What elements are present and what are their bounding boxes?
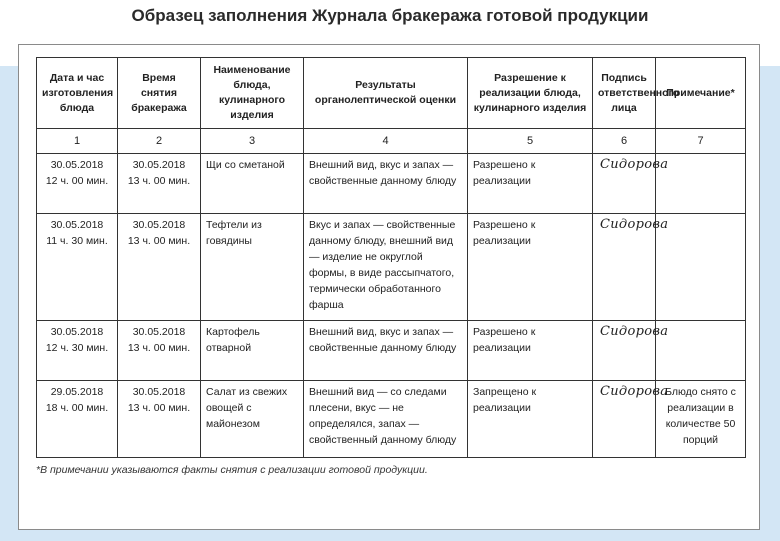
signature-cell [593,321,669,381]
dish-name-cell: Салат из свежих овощей с майонезом [201,381,304,458]
permission-cell: Запрещено к реализации [468,381,593,458]
header-cell: Время снятия бракеража [118,58,201,129]
signature: Сидорова [600,384,669,399]
dish-name-cell: Картофель отварной [201,321,304,381]
production-datetime-cell: 30.05.2018 11 ч. 30 мин. [37,214,118,321]
inspection-datetime-cell: 30.05.2018 13 ч. 00 мин. [118,381,201,458]
result-cell: Внешний вид, вкус и запах — свойственные данному блюду [304,321,468,381]
production-datetime-cell: 30.05.2018 12 ч. 30 мин. [37,321,118,381]
column-number-row [37,129,746,154]
column-number: 2 [118,129,201,154]
table-row [37,214,746,321]
note-cell: Блюдо снято с реализации в количестве 50 порций [656,381,746,458]
footnote: *В примечании указываются факты снятия с реализации готовой продукции. [36,464,428,476]
header-cell: Дата и час изготовления блюда [37,58,118,129]
note-cell [656,154,746,214]
dish-name-cell: Щи со сметаной [201,154,304,214]
permission-cell: Разрешено к реализации [468,214,593,321]
signature: Сидорова [600,324,669,339]
column-number: 7 [656,129,746,154]
inspection-datetime-cell: 30.05.2018 13 ч. 00 мин. [118,154,201,214]
production-datetime-cell: 30.05.2018 12 ч. 00 мин. [37,154,118,214]
rejection-journal-table [36,57,746,458]
production-datetime-cell: 29.05.2018 18 ч. 00 мин. [37,381,118,458]
header-cell: Примечание* [656,58,746,129]
header-cell: Наименование блюда, кулинарного изделия [201,58,304,129]
column-number: 6 [593,129,656,154]
permission-cell: Разрешено к реализации [468,154,593,214]
page-title: Образец заполнения Журнала бракеража готовой продукции [131,6,649,25]
signature-cell [593,381,669,458]
note-cell [656,321,746,381]
header-row [37,58,746,129]
inspection-datetime-cell: 30.05.2018 13 ч. 00 мин. [118,321,201,381]
table-row [37,321,746,381]
result-cell: Вкус и запах — свойственные данному блюду, внешний вид — изделие не округлой формы, в виде рассыпчатого, термически обработанного фарша [304,214,468,321]
column-number: 1 [37,129,118,154]
signature: Сидорова [600,157,669,172]
header-cell: Разрешение к реализации блюда, кулинарного изделия [468,58,593,129]
inspection-datetime-cell: 30.05.2018 13 ч. 00 мин. [118,214,201,321]
note-cell [656,214,746,321]
column-number: 5 [468,129,593,154]
result-cell: Внешний вид, вкус и запах — свойственные данному блюду [304,154,468,214]
table-row [37,381,746,458]
result-cell: Внешний вид — со следами плесени, вкус — не определялся, запах — свойственный данному блюду [304,381,468,458]
permission-cell: Разрешено к реализации [468,321,593,381]
header-cell: Подпись ответственного лица [593,58,656,129]
signature-cell [593,154,669,214]
dish-name-cell: Тефтели из говядины [201,214,304,321]
column-number: 3 [201,129,304,154]
column-number: 4 [304,129,468,154]
header-cell: Результаты органолептической оценки [304,58,468,129]
signature-cell [593,214,669,321]
table-row [37,154,746,214]
document-card [18,44,760,530]
signature: Сидорова [600,217,669,232]
